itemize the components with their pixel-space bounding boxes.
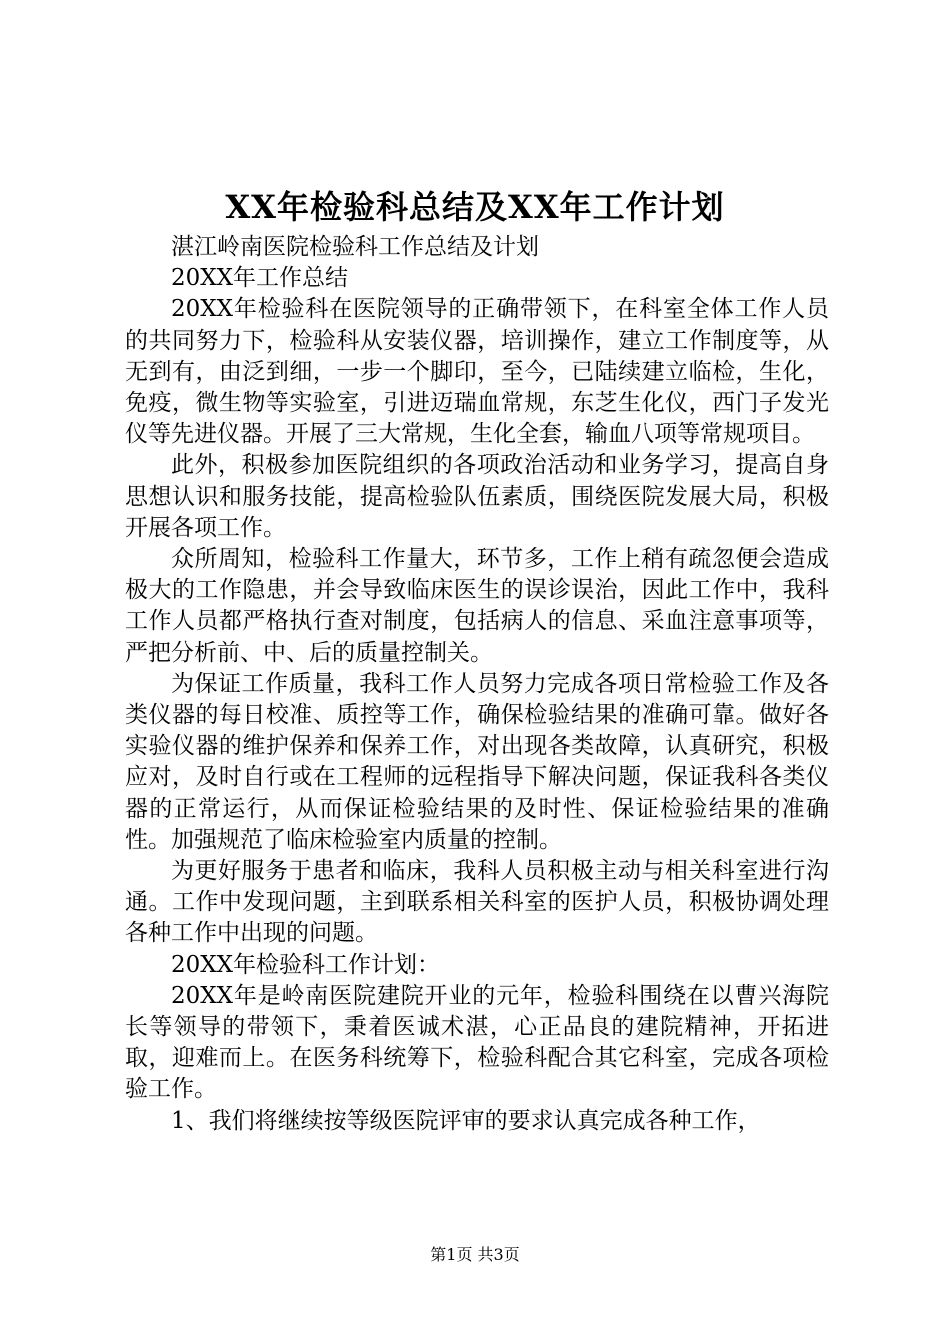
paragraph-summary-3: 众所周知，检验科工作量大，环节多，工作上稍有疏忽便会造成极大的工作隐患，并会导致临床医生的误诊误治，因此工作中，我科工作人员都严格执行查对制度，包括病人的信息、采血注意事项等，严把分析前、中、后的质量控制关。 [125, 546, 829, 666]
paragraph-plan-item-1: 1、我们将继续按等级医院评审的要求认真完成各种工作， [171, 1107, 761, 1134]
paragraph-summary-4: 为保证工作质量，我科工作人员努力完成各项日常检验工作及各类仪器的每日校准、质控等工作，确保检验结果的准确可靠。做好各实验仪器的维护保养和保养工作，对出现各类故障，认真研究，积极应对，及时自行或在工程师的远程指导下解决问题，保证我科各类仪器的正常运行，从而保证检验结果的及时性、保证检验结果的准确性。加强规范了临床检验室内质量的控制。 [125, 670, 829, 853]
document-body [125, 232, 829, 1137]
paragraph-summary-heading: 20XX年工作总结 [171, 265, 349, 292]
paragraph-summary-1: 20XX年检验科在医院领导的正确带领下，在科室全体工作人员的共同努力下，检验科从安装仪器，培训操作，建立工作制度等，从无到有，由泛到细，一步一个脚印，至今，已陆续建立临检，生化，免疫，微生物等实验室，引进迈瑞血常规，东芝生化仪，西门子发光仪等先进仪器。开展了三大常规，生化全套，输血八项等常规项目。 [125, 296, 829, 448]
paragraph-summary-2: 此外，积极参加医院组织的各项政治活动和业务学习，提高自身思想认识和服务技能，提高检验队伍素质，围绕医院发展大局，积极开展各项工作。 [125, 452, 829, 541]
paragraph-plan-1: 20XX年是岭南医院建院开业的元年，检验科围绕在以曹兴海院长等领导的带领下，秉着医诚术湛，心正品良的建院精神，开拓进取，迎难而上。在医务科统筹下，检验科配合其它科室，完成各项检验工作。 [125, 982, 829, 1103]
paragraph-summary-5: 为更好服务于患者和临床，我科人员积极主动与相关科室进行沟通。工作中发现问题，主到联系相关科室的医护人员，积极协调处理各种工作中出现的问题。 [125, 858, 829, 947]
document-title: XX年检验科总结及XX年工作计划 [225, 188, 725, 226]
paragraph-plan-heading: 20XX年检验科工作计划： [171, 951, 441, 978]
paragraph-hospital-name: 湛江岭南医院检验科工作总结及计划 [171, 234, 539, 260]
page-number-footer: 第1页 共3页 [430, 1245, 520, 1264]
